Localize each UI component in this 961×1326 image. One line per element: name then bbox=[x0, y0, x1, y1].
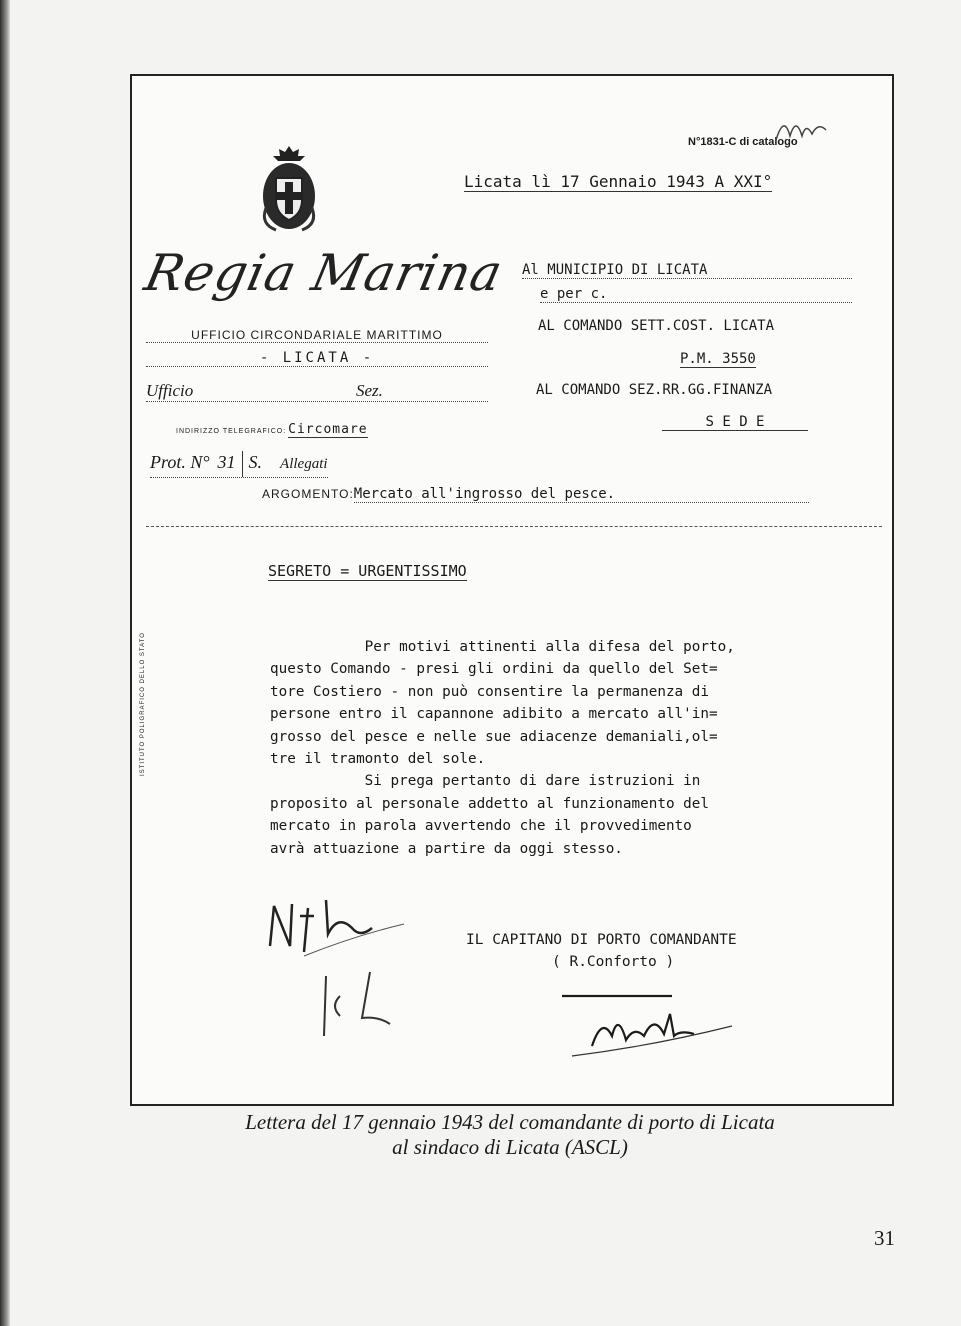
recipient-line: AL COMANDO SETT.COST. LICATA bbox=[538, 318, 775, 334]
margin-imprint: ISTITUTO POLIGRAFICO DELLO STATO bbox=[140, 632, 146, 776]
signature-name: ( R.Conforto ) bbox=[552, 954, 675, 970]
body-line: tore Costiero - non può consentire la permanenza di bbox=[270, 683, 709, 700]
separator bbox=[146, 526, 882, 527]
scanned-letter bbox=[130, 74, 894, 1106]
recipient-line: Al MUNICIPIO DI LICATA bbox=[522, 262, 852, 279]
handwritten-note-icon bbox=[772, 110, 832, 150]
argomento-value: Mercato all'ingrosso del pesce. bbox=[354, 486, 809, 503]
date-line: Licata lì 17 Gennaio 1943 A XXI° bbox=[464, 172, 773, 191]
caption-line-1: Lettera del 17 gennaio 1943 del comandante di porto di Licata bbox=[245, 1110, 775, 1134]
body-line: persone entro il capannone adibito a mercato all'in= bbox=[270, 706, 718, 723]
figure-caption bbox=[130, 1110, 890, 1160]
prot-value: 31 bbox=[217, 452, 236, 473]
recipient-line: e per c. bbox=[540, 286, 852, 303]
handwritten-mark-icon bbox=[312, 956, 402, 1046]
recipient-line: P.M. 3550 bbox=[680, 351, 756, 367]
royal-crest-icon bbox=[258, 144, 320, 234]
prot-label: Prot. N° bbox=[150, 452, 210, 473]
telegraphic-value: Circomare bbox=[288, 422, 368, 437]
letterhead-brand: Regia Marina bbox=[139, 244, 509, 302]
body-line: tre il tramonto del sole. bbox=[270, 751, 486, 768]
handwritten-signature-icon bbox=[552, 986, 752, 1066]
protocol-row bbox=[150, 451, 328, 478]
body-line: proposito al personale addetto al funzionamento del bbox=[270, 795, 709, 812]
ufficio-label: Ufficio bbox=[146, 381, 194, 400]
ufficio-row bbox=[146, 381, 488, 402]
argomento-label: ARGOMENTO: bbox=[262, 487, 354, 501]
telegraphic-label: INDIRIZZO TELEGRAFICO: bbox=[176, 428, 287, 435]
sez-label: Sez. bbox=[356, 381, 383, 400]
telegraphic-address bbox=[176, 422, 368, 437]
letter-body bbox=[270, 636, 735, 860]
argomento-row bbox=[262, 486, 809, 503]
divider bbox=[242, 451, 243, 477]
page-number: 31 bbox=[874, 1226, 895, 1250]
body-line: mercato in parola avvertendo che il provvedimento bbox=[270, 818, 692, 835]
signature-title: IL CAPITANO DI PORTO COMANDANTE bbox=[466, 932, 737, 948]
office-line-1: UFFICIO CIRCONDARIALE MARITTIMO bbox=[146, 328, 488, 343]
book-spine-shadow bbox=[0, 0, 10, 1326]
office-line-2: - LICATA - bbox=[146, 350, 488, 367]
body-line: questo Comando - presi gli ordini da quello del Set= bbox=[270, 661, 718, 678]
body-line: Per motivi attinenti alla difesa del porto, bbox=[270, 639, 735, 655]
subject-line: SEGRETO = URGENTISSIMO bbox=[268, 562, 467, 580]
recipient-line: S E D E bbox=[662, 414, 808, 431]
allegati-label: Allegati bbox=[280, 456, 328, 473]
handwritten-initials-icon bbox=[264, 886, 414, 966]
body-line: grosso del pesce e nelle sue adiacenze demaniali,ol= bbox=[270, 728, 718, 745]
catalog-number: N°1831-C di catalogo bbox=[688, 136, 798, 148]
caption-line-2: al sindaco di Licata (ASCL) bbox=[392, 1135, 628, 1159]
body-line: avrà attuazione a partire da oggi stesso. bbox=[270, 840, 623, 857]
body-line: Si prega pertanto di dare istruzioni in bbox=[270, 773, 701, 790]
recipient-line: AL COMANDO SEZ.RR.GG.FINANZA bbox=[536, 382, 773, 398]
prot-suffix: S. bbox=[248, 452, 263, 473]
